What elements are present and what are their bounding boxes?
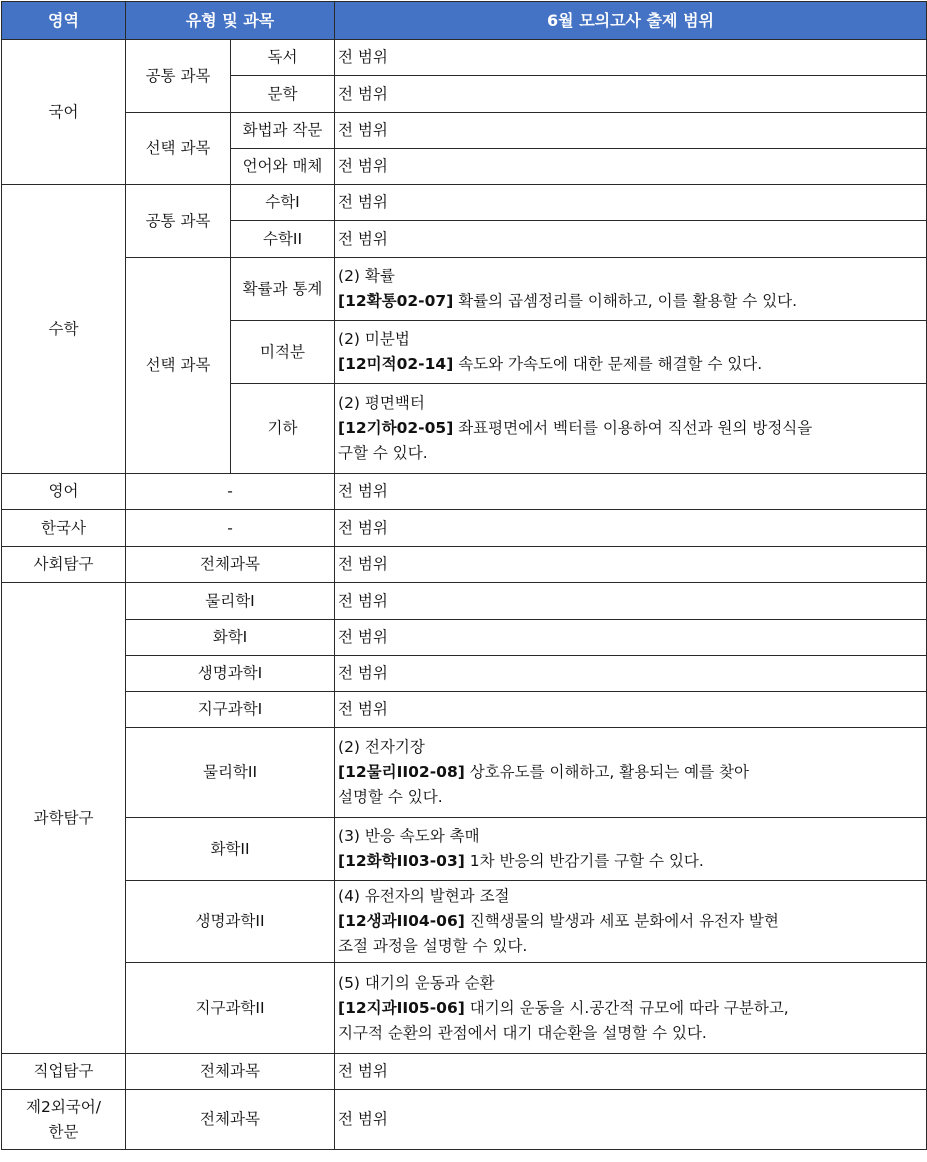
area-math: 수학 [2, 185, 126, 474]
standard-code: [12물리II02-08] [338, 763, 465, 781]
table-row [2, 818, 927, 881]
subject-phys2: 물리학II [126, 728, 335, 818]
area-foreign [2, 1090, 126, 1150]
unit-title: (2) 확률 [338, 267, 395, 285]
subject-reading: 독서 [231, 40, 335, 76]
table-row [2, 185, 927, 221]
history-subject: - [126, 510, 335, 547]
scope-cell [335, 881, 927, 963]
unit-title: (4) 유전자의 발현과 조절 [338, 887, 510, 905]
math-common: 공통 과목 [126, 185, 231, 258]
table-row [2, 40, 927, 76]
scope-cell [335, 818, 927, 881]
standard-text: 1차 반응의 반감기를 구할 수 있다. [464, 852, 704, 870]
table-row [2, 881, 927, 963]
header-area: 영역 [2, 2, 126, 40]
scope-cell: 전 범위 [335, 656, 927, 692]
standard-code: [12미적02-14] [338, 355, 454, 373]
standard-code: [12화학II03-03] [338, 852, 465, 870]
subject-geo: 기하 [231, 384, 335, 474]
standard-text: 속도와 가속도에 대한 문제를 해결할 수 있다. [453, 355, 763, 373]
standard-text: 확률의 곱셈정리를 이해하고, 이를 활용할 수 있다. [453, 292, 798, 310]
subject-literature: 문학 [231, 76, 335, 113]
english-subject: - [126, 474, 335, 510]
table-row [2, 113, 927, 149]
table-row [2, 258, 927, 321]
subject-language: 언어와 매체 [231, 149, 335, 185]
area-science: 과학탐구 [2, 583, 126, 1054]
scope-cell: 전 범위 [335, 510, 927, 547]
area-history: 한국사 [2, 510, 126, 547]
header-type-subject: 유형 및 과목 [126, 2, 335, 40]
exam-scope-table [1, 1, 927, 1150]
unit-title: (2) 미분법 [338, 330, 410, 348]
area-korean: 국어 [2, 40, 126, 185]
social-subject: 전체과목 [126, 547, 335, 583]
scope-cell: 전 범위 [335, 113, 927, 149]
math-elective: 선택 과목 [126, 258, 231, 474]
standard-text-cont: 설명할 수 있다. [338, 788, 443, 806]
scope-cell [335, 384, 927, 474]
subject-speech: 화법과 작문 [231, 113, 335, 149]
subject-calc: 미적분 [231, 321, 335, 384]
standard-code: [12지과II05-06] [338, 998, 465, 1017]
scope-cell: 전 범위 [335, 221, 927, 258]
standard-text: 진핵생물의 발생과 세포 분화에서 유전자 발현 [464, 912, 779, 930]
area-foreign-line1: 제2외국어/ [26, 1097, 101, 1116]
subject-math2: 수학II [231, 221, 335, 258]
unit-title: (5) 대기의 운동과 순환 [338, 973, 495, 992]
area-english: 영어 [2, 474, 126, 510]
scope-cell: 전 범위 [335, 1054, 927, 1090]
subject-chem2: 화학II [126, 818, 335, 881]
scope-cell: 전 범위 [335, 474, 927, 510]
scope-cell [335, 728, 927, 818]
standard-text-cont: 지구적 순환의 관점에서 대기 대순환을 설명할 수 있다. [338, 1023, 707, 1042]
header-scope: 6월 모의고사 출제 범위 [335, 2, 927, 40]
table-row [2, 1090, 927, 1150]
subject-phys1: 물리학I [126, 583, 335, 620]
standard-text-cont: 조절 과정을 설명할 수 있다. [338, 937, 528, 955]
korean-common: 공통 과목 [126, 40, 231, 113]
table-row [2, 547, 927, 583]
scope-cell [335, 321, 927, 384]
unit-title: (2) 평면백터 [338, 394, 425, 412]
scope-cell [335, 258, 927, 321]
foreign-subject: 전체과목 [126, 1090, 335, 1150]
standard-text: 대기의 운동을 시.공간적 규모에 따라 구분하고, [464, 998, 789, 1017]
standard-code: [12생과II04-06] [338, 912, 465, 930]
subject-prob: 확률과 통계 [231, 258, 335, 321]
scope-cell: 전 범위 [335, 185, 927, 221]
standard-text-cont: 구할 수 있다. [338, 444, 428, 462]
area-social: 사회탐구 [2, 547, 126, 583]
subject-earth2: 지구과학II [126, 963, 335, 1054]
scope-cell: 전 범위 [335, 547, 927, 583]
table-row [2, 1054, 927, 1090]
standard-code: [12기하02-05] [338, 419, 454, 437]
unit-title: (3) 반응 속도와 촉매 [338, 827, 480, 845]
subject-bio2: 생명과학II [126, 881, 335, 963]
table-row [2, 620, 927, 656]
vocational-subject: 전체과목 [126, 1054, 335, 1090]
table-header-row [2, 2, 927, 40]
area-foreign-line2: 한문 [48, 1122, 79, 1141]
table-row [2, 963, 927, 1054]
scope-cell: 전 범위 [335, 692, 927, 728]
table-row [2, 583, 927, 620]
area-vocational: 직업탐구 [2, 1054, 126, 1090]
table-row [2, 692, 927, 728]
scope-cell [335, 963, 927, 1054]
standard-text: 좌표평면에서 벡터를 이용하여 직선과 원의 방정식을 [453, 419, 813, 437]
subject-math1: 수학I [231, 185, 335, 221]
subject-earth1: 지구과학I [126, 692, 335, 728]
table-row [2, 510, 927, 547]
scope-cell: 전 범위 [335, 583, 927, 620]
subject-bio1: 생명과학I [126, 656, 335, 692]
table-row [2, 728, 927, 818]
subject-chem1: 화학I [126, 620, 335, 656]
table-row [2, 656, 927, 692]
scope-cell: 전 범위 [335, 40, 927, 76]
scope-cell: 전 범위 [335, 149, 927, 185]
standard-text: 상호유도를 이해하고, 활용되는 예를 찾아 [464, 763, 749, 781]
korean-elective: 선택 과목 [126, 113, 231, 185]
scope-cell: 전 범위 [335, 620, 927, 656]
scope-cell: 전 범위 [335, 1090, 927, 1150]
unit-title: (2) 전자기장 [338, 738, 425, 756]
scope-cell: 전 범위 [335, 76, 927, 113]
standard-code: [12확통02-07] [338, 292, 454, 310]
table-row [2, 474, 927, 510]
